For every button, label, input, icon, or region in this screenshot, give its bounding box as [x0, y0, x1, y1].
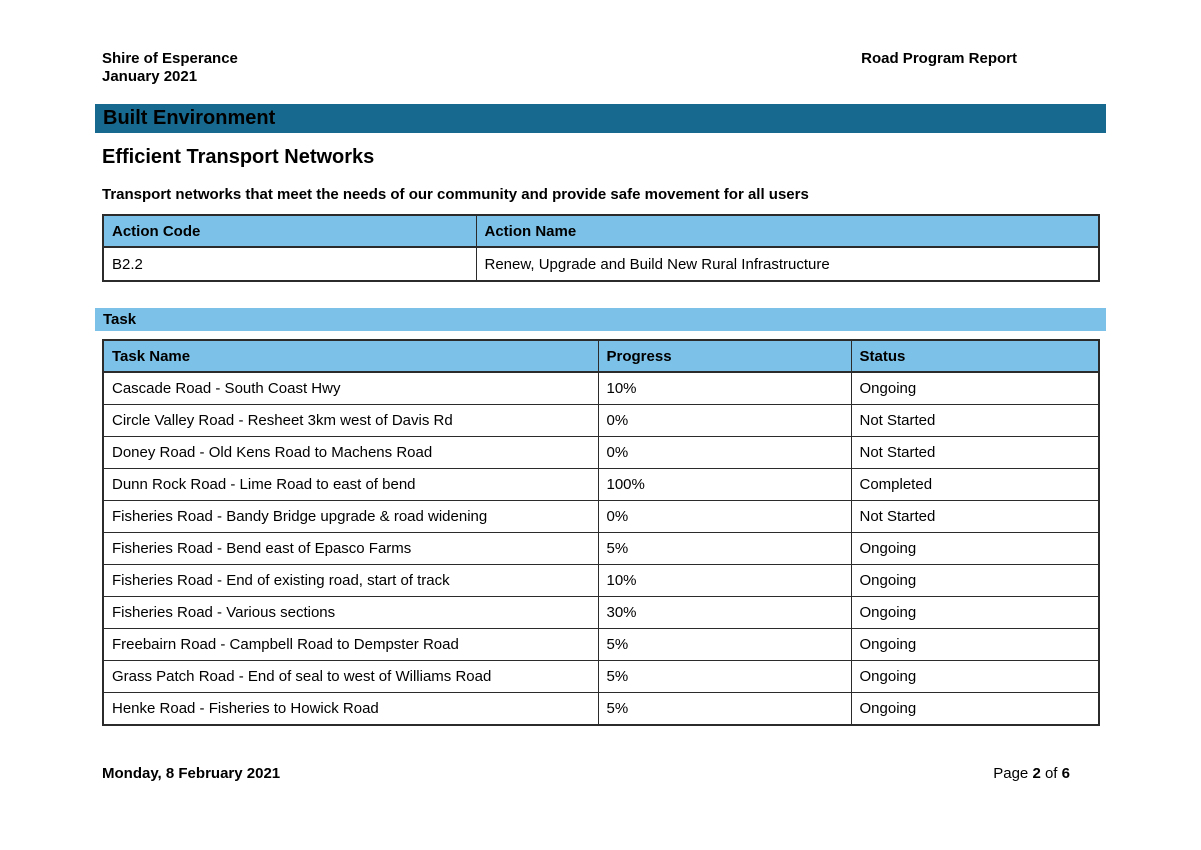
action-code-cell: B2.2 — [103, 247, 476, 281]
status-cell: Not Started — [851, 405, 1099, 437]
task-name-cell: Cascade Road - South Coast Hwy — [103, 372, 598, 405]
column-header-action-code: Action Code — [103, 215, 476, 247]
task-name-cell: Fisheries Road - Various sections — [103, 597, 598, 629]
task-name-cell: Fisheries Road - End of existing road, start of track — [103, 565, 598, 597]
task-section-banner: Task — [95, 308, 1106, 331]
status-cell: Ongoing — [851, 597, 1099, 629]
status-cell: Completed — [851, 469, 1099, 501]
progress-cell: 30% — [598, 597, 851, 629]
table-row — [103, 469, 1099, 501]
progress-cell: 0% — [598, 405, 851, 437]
progress-cell: 0% — [598, 437, 851, 469]
column-header-action-name: Action Name — [476, 215, 1099, 247]
status-cell: Ongoing — [851, 372, 1099, 405]
task-table — [102, 339, 1100, 726]
table-row — [103, 661, 1099, 693]
table-row — [103, 437, 1099, 469]
status-cell: Ongoing — [851, 661, 1099, 693]
progress-cell: 5% — [598, 533, 851, 565]
section-heading: Efficient Transport Networks — [102, 146, 375, 168]
table-row — [103, 693, 1099, 726]
table-row — [103, 533, 1099, 565]
task-name-cell: Freebairn Road - Campbell Road to Dempster Road — [103, 629, 598, 661]
action-table-header-row — [103, 215, 1099, 247]
progress-cell: 5% — [598, 661, 851, 693]
status-cell: Not Started — [851, 437, 1099, 469]
task-name-cell: Doney Road - Old Kens Road to Machens Road — [103, 437, 598, 469]
task-name-cell: Henke Road - Fisheries to Howick Road — [103, 693, 598, 726]
table-row — [103, 247, 1099, 281]
page-label: Page — [993, 765, 1029, 782]
progress-cell: 5% — [598, 693, 851, 726]
table-row — [103, 565, 1099, 597]
task-name-cell: Fisheries Road - Bend east of Epasco Farms — [103, 533, 598, 565]
page-indicator — [993, 765, 1070, 782]
footer-date: Monday, 8 February 2021 — [102, 765, 281, 782]
task-name-cell: Circle Valley Road - Resheet 3km west of Davis Rd — [103, 405, 598, 437]
progress-cell: 5% — [598, 629, 851, 661]
task-name-cell: Dunn Rock Road - Lime Road to east of bend — [103, 469, 598, 501]
table-row — [103, 597, 1099, 629]
column-header-progress: Progress — [598, 340, 851, 372]
progress-cell: 10% — [598, 565, 851, 597]
report-title: Road Program Report — [861, 50, 1017, 67]
page-header-left — [102, 50, 238, 86]
action-name-cell: Renew, Upgrade and Build New Rural Infrastructure — [476, 247, 1099, 281]
progress-cell: 0% — [598, 501, 851, 533]
task-table-header-row — [103, 340, 1099, 372]
progress-cell: 100% — [598, 469, 851, 501]
status-cell: Ongoing — [851, 565, 1099, 597]
status-cell: Ongoing — [851, 533, 1099, 565]
status-cell: Ongoing — [851, 693, 1099, 726]
action-table — [102, 214, 1100, 282]
column-header-task-name: Task Name — [103, 340, 598, 372]
page-total: 6 — [1061, 765, 1070, 782]
org-name: Shire of Esperance — [102, 50, 238, 67]
table-row — [103, 629, 1099, 661]
progress-cell: 10% — [598, 372, 851, 405]
section-banner: Built Environment — [95, 104, 1106, 133]
table-row — [103, 501, 1099, 533]
task-name-cell: Grass Patch Road - End of seal to west of Williams Road — [103, 661, 598, 693]
of-label: of — [1044, 765, 1058, 782]
section-subtitle: Transport networks that meet the needs of our community and provide safe movement for all users — [102, 186, 809, 203]
table-row — [103, 405, 1099, 437]
column-header-status: Status — [851, 340, 1099, 372]
report-date: January 2021 — [102, 68, 198, 85]
status-cell: Not Started — [851, 501, 1099, 533]
page-number: 2 — [1032, 765, 1041, 782]
status-cell: Ongoing — [851, 629, 1099, 661]
task-name-cell: Fisheries Road - Bandy Bridge upgrade & road widening — [103, 501, 598, 533]
table-row — [103, 372, 1099, 405]
